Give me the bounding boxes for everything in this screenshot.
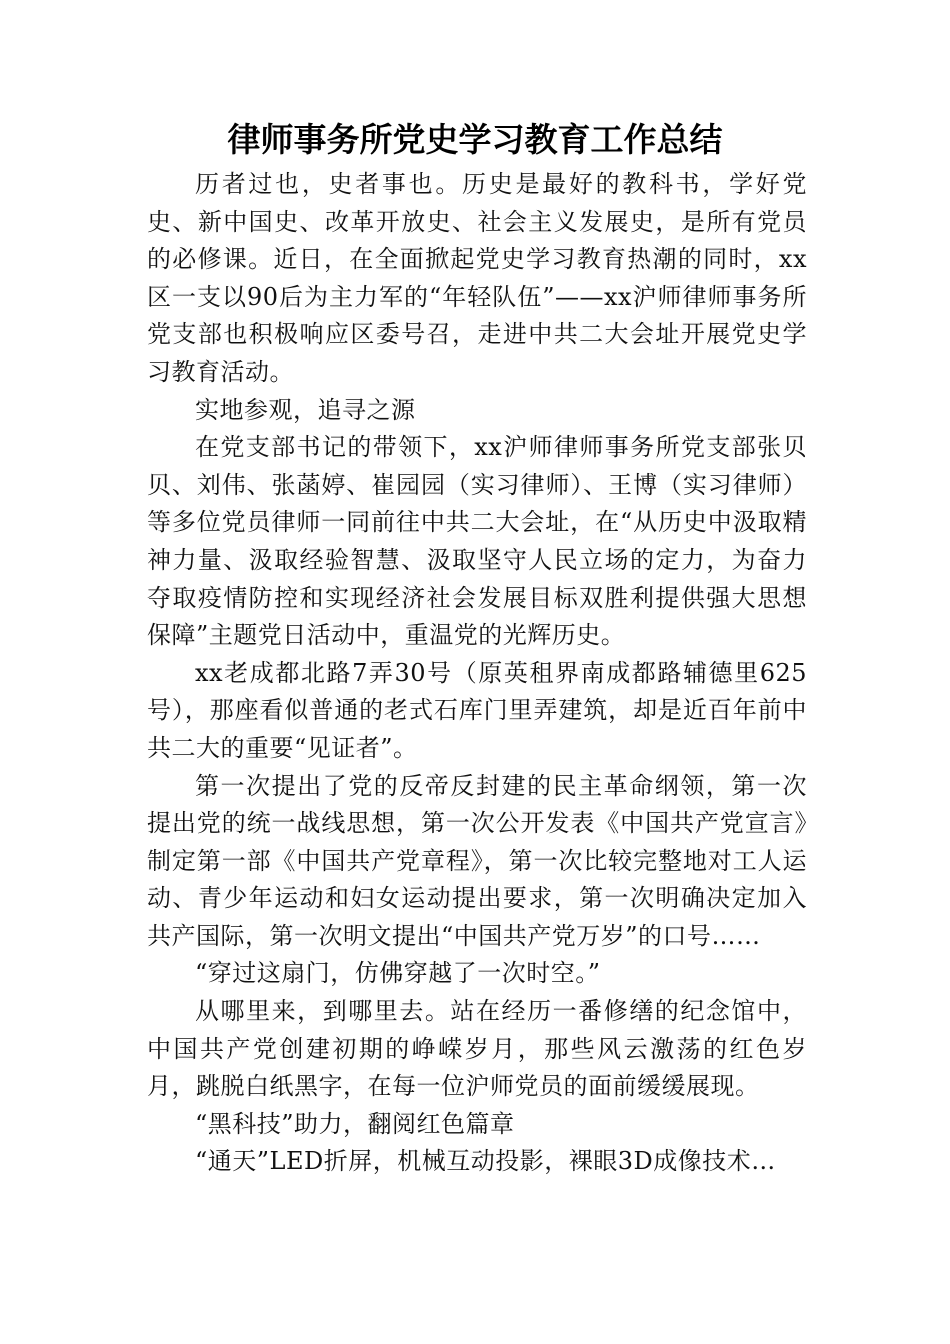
paragraph-visit-details: 在党支部书记的带领下，xx沪师律师事务所党支部张贝贝、刘伟、张菡婷、崔园园（实习律师）、王博（实习律师）等多位党员律师一同前往中共二大会址，在“从历史中汲取精神力量、汲取经验智慧、汲取坚守人民立场的定力，为奋力夺取疫情防控和实现经济社会发展目标双胜利提供强大思想保障”主题党日活动中，重温党的光辉历史。 [147, 433, 807, 650]
paragraph-quote: “穿过这扇门，仿佛穿越了一次时空。” [195, 959, 601, 988]
paragraph-intro: 历者过也，史者事也。历史是最好的教科书，学好党史、新中国史、改革开放史、社会主义发展史，是所有党员的必修课。近日，在全面掀起党史学习教育热潮的同时，xx区一支以90后为主力军的“年轻队伍”——xx沪师律师事务所党支部也积极响应区委号召，走进中共二大会址开展党史学习教育活动。 [147, 170, 807, 386]
document-title: 律师事务所党史学习教育工作总结 [227, 120, 723, 159]
paragraph-firsts: 第一次提出了党的反帝反封建的民主革命纲领，第一次提出党的统一战线思想，第一次公开发表《中国共产党宣言》制定第一部《中国共产党章程》，第一次比较完整地对工人运动、青少年运动和妇女运动提出要求，第一次明确决定加入共产国际，第一次明文提出“中国共产党万岁”的口号…… [147, 771, 807, 950]
paragraph-memorial: 从哪里来，到哪里去。站在经历一番修缮的纪念馆中，中国共产党创建初期的峥嵘岁月，那些风云激荡的红色岁月，跳脱白纸黑字，在每一位沪师党员的面前缓缓展现。 [147, 997, 807, 1101]
paragraph-address: xx老成都北路7弄30号（原英租界南成都路辅德里625号），那座看似普通的老式石库门里弄建筑，却是近百年前中共二大的重要“见证者”。 [147, 658, 807, 762]
section-heading-technology: “黑科技”助力，翻阅红色篇章 [195, 1109, 515, 1138]
paragraph-technology: “通天”LED折屏，机械互动投影，裸眼3D成像技术… [195, 1147, 776, 1176]
section-heading-site-visit: 实地参观，追寻之源 [195, 395, 416, 424]
document-body [147, 166, 807, 1181]
